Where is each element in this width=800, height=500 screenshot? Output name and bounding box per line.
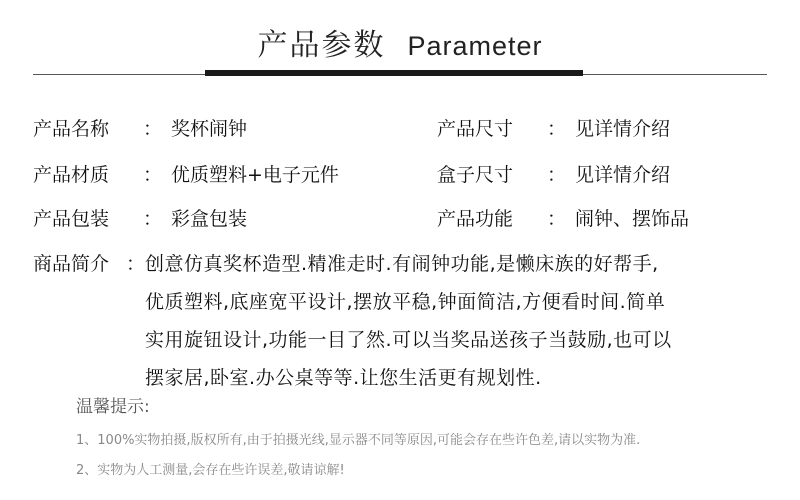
tip-note: 2、实物为人工测量,会存在些许误差,敬请谅解! bbox=[76, 463, 345, 478]
description-line: 摆家居,卧室.办公桌等等.让您生活更有规划性. bbox=[145, 367, 542, 389]
param-function bbox=[437, 205, 689, 233]
description-line: 优质塑料,底座宽平设计,摆放平稳,钟面简洁,方便看时间.简单 bbox=[145, 291, 666, 313]
description-text bbox=[145, 250, 785, 402]
param-colon: ： bbox=[143, 118, 163, 140]
param-material bbox=[33, 161, 339, 189]
param-box-size bbox=[437, 161, 670, 189]
description-line: 创意仿真奖杯造型.精准走时.有闹钟功能,是懒床族的好帮手, bbox=[145, 253, 659, 275]
param-product-name bbox=[33, 115, 247, 143]
param-value: 优质塑料+电子元件 bbox=[171, 164, 339, 186]
description-colon: ： bbox=[126, 253, 146, 275]
param-label: 产品尺寸 bbox=[437, 118, 514, 140]
param-value: 彩盒包装 bbox=[171, 208, 248, 230]
param-colon: ： bbox=[547, 208, 567, 230]
param-value: 见详情介绍 bbox=[575, 118, 671, 140]
page-title-english: Parameter bbox=[407, 31, 543, 61]
param-value: 见详情介绍 bbox=[575, 164, 671, 186]
page-header bbox=[0, 0, 800, 80]
param-label: 产品材质 bbox=[33, 164, 110, 186]
param-label: 产品功能 bbox=[437, 208, 514, 230]
description-label: 商品简介 bbox=[33, 253, 110, 275]
param-package bbox=[33, 205, 247, 233]
param-product-size bbox=[437, 115, 670, 143]
tips-title: 温馨提示: bbox=[76, 397, 150, 417]
title-divider-thick bbox=[205, 70, 583, 76]
param-value: 奖杯闹钟 bbox=[171, 118, 248, 140]
param-colon: ： bbox=[143, 164, 163, 186]
param-colon: ： bbox=[547, 164, 567, 186]
page-title bbox=[0, 26, 800, 66]
tips-section bbox=[76, 395, 776, 481]
param-value: 闹钟、摆饰品 bbox=[575, 208, 690, 230]
tip-note: 1、100%实物拍摄,版权所有,由于拍摄光线,显示器不同等原因,可能会存在些许色差,请以实物为准. bbox=[76, 433, 641, 448]
param-label: 盒子尺寸 bbox=[437, 164, 514, 186]
param-label: 产品名称 bbox=[33, 118, 110, 140]
page-title-chinese: 产品参数 bbox=[257, 28, 386, 63]
param-colon: ： bbox=[547, 118, 567, 140]
description-line: 实用旋钮设计,功能一目了然.可以当奖品送孩子当鼓励,也可以 bbox=[145, 329, 672, 351]
param-label: 产品包装 bbox=[33, 208, 110, 230]
param-colon: ： bbox=[143, 208, 163, 230]
